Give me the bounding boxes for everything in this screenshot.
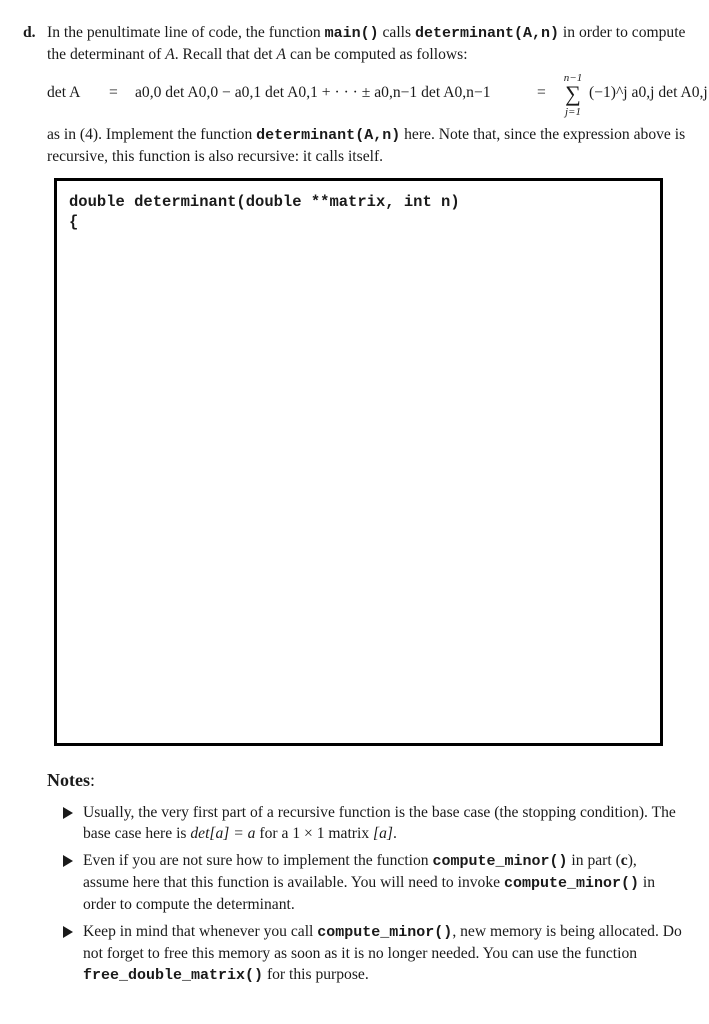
intro-text-2: calls [382, 24, 412, 41]
intro-text-3: in order to compute the determinant of [47, 24, 686, 63]
bullet-triangle-icon [63, 807, 73, 819]
note1-text-b: for a [259, 825, 289, 842]
question-after [47, 124, 687, 167]
note3-text-c: for this purpose. [266, 966, 369, 983]
bullet-triangle-icon [63, 926, 73, 938]
notes-colon: : [90, 770, 96, 790]
note1-text-c: matrix [328, 825, 370, 842]
note1-matrix: [a] [373, 825, 393, 842]
note2-text-c: ), assume here that this function is available. You will need to invoke [83, 852, 637, 891]
list-item [63, 802, 683, 844]
det-operator: det [253, 46, 273, 63]
notes-title-text: Notes [47, 770, 90, 790]
formula-equals-2: = [537, 84, 546, 101]
matrix-symbol: A [165, 46, 175, 63]
summation [559, 72, 587, 122]
note1-text-d: . [392, 825, 397, 842]
question-intro [47, 22, 687, 65]
bullet-triangle-icon [63, 855, 73, 867]
sigma-lower-limit: j=1 [565, 106, 581, 118]
question-label: d. [23, 24, 36, 41]
notes-heading [47, 770, 95, 791]
list-item [63, 921, 683, 986]
intro-text-4: . Recall that [174, 46, 250, 63]
compute-minor-name-3: compute_minor() [317, 924, 453, 941]
note3-text-a: Keep in mind that whenever you call [83, 923, 314, 940]
note1-text-a: Usually, the very first part of a recursive function is the base case (the stopping condition). The base case here is [83, 804, 676, 842]
determinant-call: determinant(A,n) [414, 25, 560, 42]
determinant-formula [47, 72, 708, 122]
note2-text-b: in part ( [571, 852, 621, 869]
intro-text-5: can be computed as follows: [289, 46, 468, 63]
answer-code-box[interactable] [54, 178, 663, 746]
compute-minor-name-2: compute_minor() [503, 875, 639, 892]
formula-summand: (−1)^j a0,j det A0,j [589, 84, 708, 101]
note1-size: 1 × 1 [292, 825, 325, 842]
formula-equals: = [109, 84, 118, 101]
note2-text-d: in order to compute the determinant. [83, 874, 656, 913]
determinant-call-2: determinant(A,n) [256, 127, 401, 144]
note2-text-a: Even if you are not sure how to implement the function [83, 852, 429, 869]
free-double-matrix-name: free_double_matrix() [83, 967, 264, 984]
main-function-name: main() [324, 25, 379, 42]
list-item [63, 850, 683, 915]
notes-list [63, 802, 683, 992]
sigma-upper-limit: n−1 [563, 72, 583, 84]
formula-terms: a0,0 det A0,0 − a0,1 det A0,1 + · · · ± a0,n−1 det A0,n−1 [135, 84, 491, 101]
note3-text-b: , new memory is being allocated. Do not forget to free this memory as soon as it is no longer needed. You can use the function [83, 923, 682, 962]
note2-part: c [620, 852, 628, 869]
code-open-brace: { [69, 213, 79, 231]
matrix-symbol-2: A [276, 46, 287, 63]
intro-text-1: In the penultimate line of code, the function [47, 24, 321, 41]
sigma-icon: ∑ [565, 81, 581, 106]
after-text-2: here. Note that, since the expression above is recursive, this function is also recursive: it calls itself. [47, 126, 686, 165]
compute-minor-name: compute_minor() [432, 853, 568, 870]
code-signature: double determinant(double **matrix, int n) [69, 193, 460, 211]
note1-math: det[a] = a [190, 825, 256, 842]
formula-lhs: det A [47, 84, 81, 101]
after-text-1: as in (4). Implement the function [47, 126, 253, 143]
